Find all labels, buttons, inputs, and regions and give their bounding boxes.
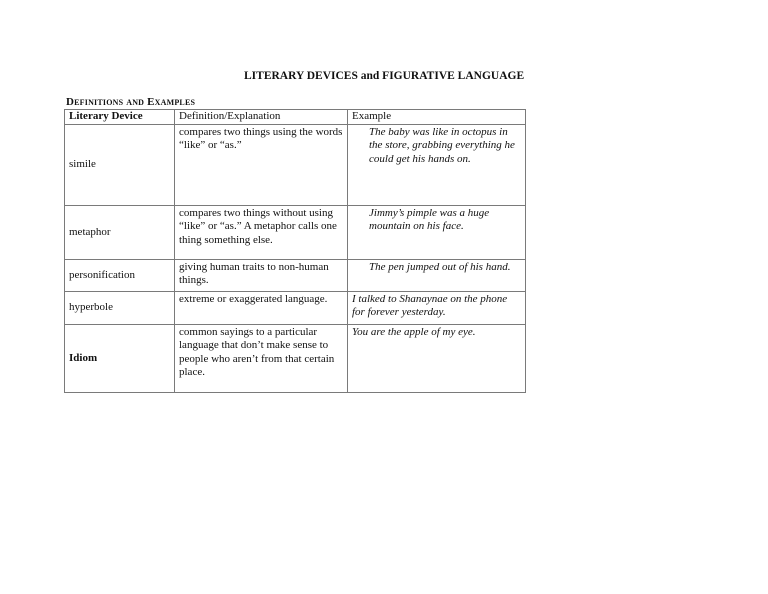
example-text: You are the apple of my eye. xyxy=(352,325,476,338)
column-header-definition: Definition/Explanation xyxy=(175,110,348,125)
definition-cell: compares two things using the words “like” or “as.” xyxy=(175,124,348,205)
column-header-literary-device: Literary Device xyxy=(65,110,175,125)
example-cell xyxy=(348,291,526,324)
definition-cell: extreme or exaggerated language. xyxy=(175,291,348,324)
device-cell: hyperbole xyxy=(65,291,175,324)
example-text: The baby was like in octopus in the store, grabbing everything he could get his hands on. xyxy=(369,125,515,165)
page-title: LITERARY DEVICES and FIGURATIVE LANGUAGE xyxy=(244,70,525,82)
table-row xyxy=(65,291,526,324)
example-cell xyxy=(348,259,526,291)
example-text: The pen jumped out of his hand. xyxy=(369,260,511,273)
section-heading: Definitions and Examples xyxy=(66,96,196,108)
table-row xyxy=(65,124,526,205)
example-cell xyxy=(348,324,526,392)
column-header-example: Example xyxy=(348,110,526,125)
example-cell xyxy=(348,124,526,205)
table-row xyxy=(65,205,526,259)
table-header-row xyxy=(65,110,526,125)
definition-cell: common sayings to a particular language that don’t make sense to people who aren’t from that certain place. xyxy=(175,324,348,392)
device-cell: Idiom xyxy=(65,324,175,392)
definition-cell: giving human traits to non-human things. xyxy=(175,259,348,291)
example-text: Jimmy’s pimple was a huge mountain on his face. xyxy=(369,206,490,232)
device-cell: metaphor xyxy=(65,205,175,259)
definition-cell: compares two things without using “like” or “as.” A metaphor calls one thing something else. xyxy=(175,205,348,259)
device-cell: simile xyxy=(65,124,175,205)
table-row xyxy=(65,259,526,291)
example-cell xyxy=(348,205,526,259)
literary-devices-table xyxy=(64,109,526,393)
device-cell: personification xyxy=(65,259,175,291)
example-text: I talked to Shanaynae on the phone for forever yesterday. xyxy=(352,292,508,318)
table-row xyxy=(65,324,526,392)
